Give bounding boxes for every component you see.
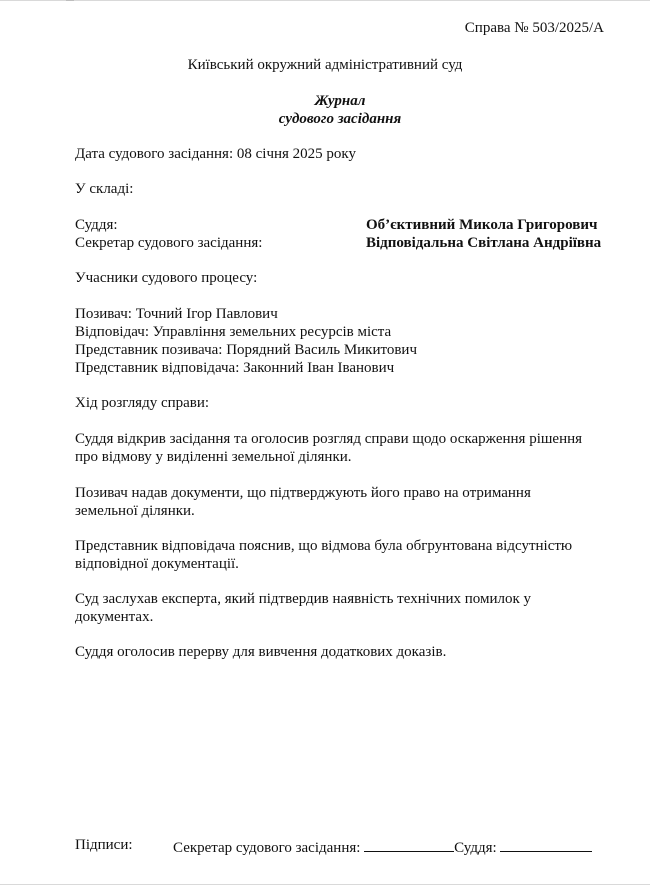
secretary-name: Відповідальна Світлана Андріївна — [366, 235, 602, 251]
signature-secretary-label: Секретар судового засідання: — [173, 840, 361, 856]
title-line-2: судового засідання — [278, 111, 402, 127]
case-number: Справа № 503/2025/А — [464, 20, 604, 36]
proceeding-paragraph: Суд заслухав експерта, який підтвердив наявність технічних помилок у документах. — [75, 591, 532, 625]
judge-name: Об’єктивний Микола Григорович — [366, 217, 598, 233]
proceeding-paragraph: Позивач надав документи, що підтверджують його право на отримання земельної ділянки. — [75, 485, 531, 519]
participant-plaintiff-rep: Представник позивача: Порядний Василь Микитович — [75, 342, 418, 358]
participant-defendant-rep: Представник відповідача: Законний Іван Іванович — [75, 360, 395, 376]
top-mark — [66, 0, 74, 1]
title-line-1: Журнал — [314, 93, 366, 109]
proceeding-paragraph: Суддя відкрив засідання та оголосив розгляд справи щодо оскарження рішення про відмову у виділенні земельної ділянки. — [75, 431, 583, 465]
proceeding-paragraph: Представник відповідача пояснив, що відмова була обгрунтована відсутністю відповідної документації. — [75, 538, 573, 572]
secretary-role: Секретар судового засідання: — [75, 235, 263, 251]
signatures-label: Підписи: — [75, 837, 133, 853]
proceedings-label: Хід розгляду справи: — [75, 395, 210, 411]
session-date: Дата судового засідання: 08 січня 2025 року — [75, 146, 356, 162]
signature-judge-line — [500, 837, 592, 852]
document-title — [0, 92, 650, 128]
court-name: Київський окружний адміністративний суд — [187, 57, 463, 73]
composition-label: У складі: — [75, 181, 134, 197]
top-border — [0, 0, 650, 1]
signature-secretary-line — [364, 837, 454, 852]
bottom-border — [0, 884, 650, 885]
proceeding-paragraph: Суддя оголосив перерву для вивчення додаткових доказів. — [75, 644, 447, 660]
participant-plaintiff: Позивач: Точний Ігор Павлович — [75, 306, 278, 322]
participants-label: Учасники судового процесу: — [75, 270, 258, 286]
judge-role: Суддя: — [75, 217, 118, 233]
signature-secretary — [173, 837, 592, 857]
signature-judge-label: Суддя: — [454, 840, 497, 856]
participant-defendant: Відповідач: Управління земельних ресурсів міста — [75, 324, 392, 340]
